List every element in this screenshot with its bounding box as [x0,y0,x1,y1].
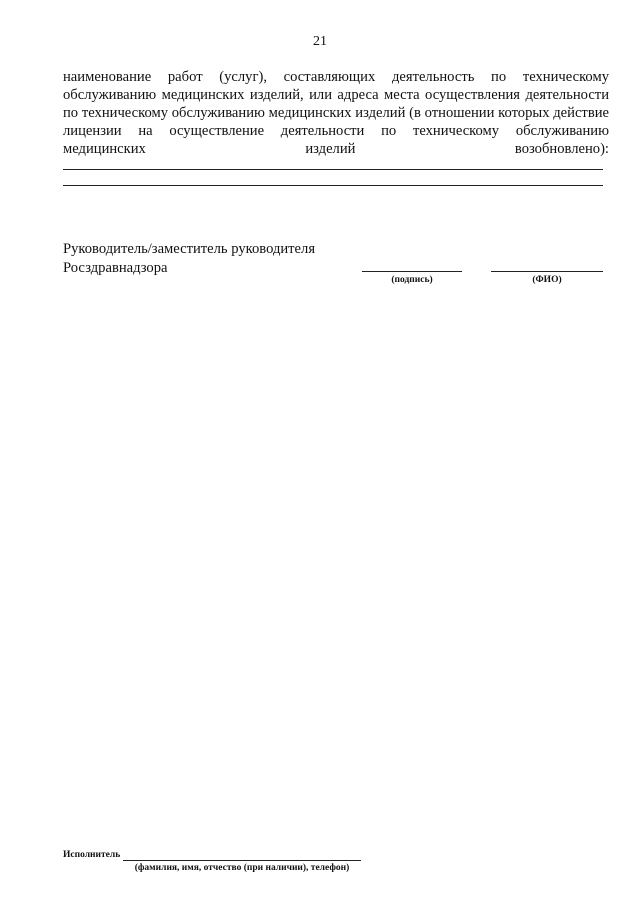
name-line [491,271,603,272]
body-paragraph: наименование работ (услуг), составляющих деятельность по техническому обслуживанию медицинских изделий, или адреса места осуществления деятельности по техническому обслуживанию медицинских изделий (в отношении которых действие лицензии на осуществление деятельности по техническому обслуживанию медицинских изделий возобновлено): [63,69,609,157]
signer-position-line-2: Росздравнадзора [63,260,168,276]
executor-line [123,860,361,861]
fill-in-line-2 [63,185,603,186]
signer-position-line-1: Руководитель/заместитель руководителя [63,241,316,257]
executor-caption: (фамилия, имя, отчество (при наличии), телефон) [134,863,350,873]
fill-in-line-1 [63,169,603,170]
name-caption: (ФИО) [532,275,562,285]
executor-label: Исполнитель [63,850,121,860]
page-number: 21 [313,34,327,49]
signer-position [63,240,315,278]
signature-line [362,271,462,272]
signature-caption: (подпись) [391,275,433,285]
